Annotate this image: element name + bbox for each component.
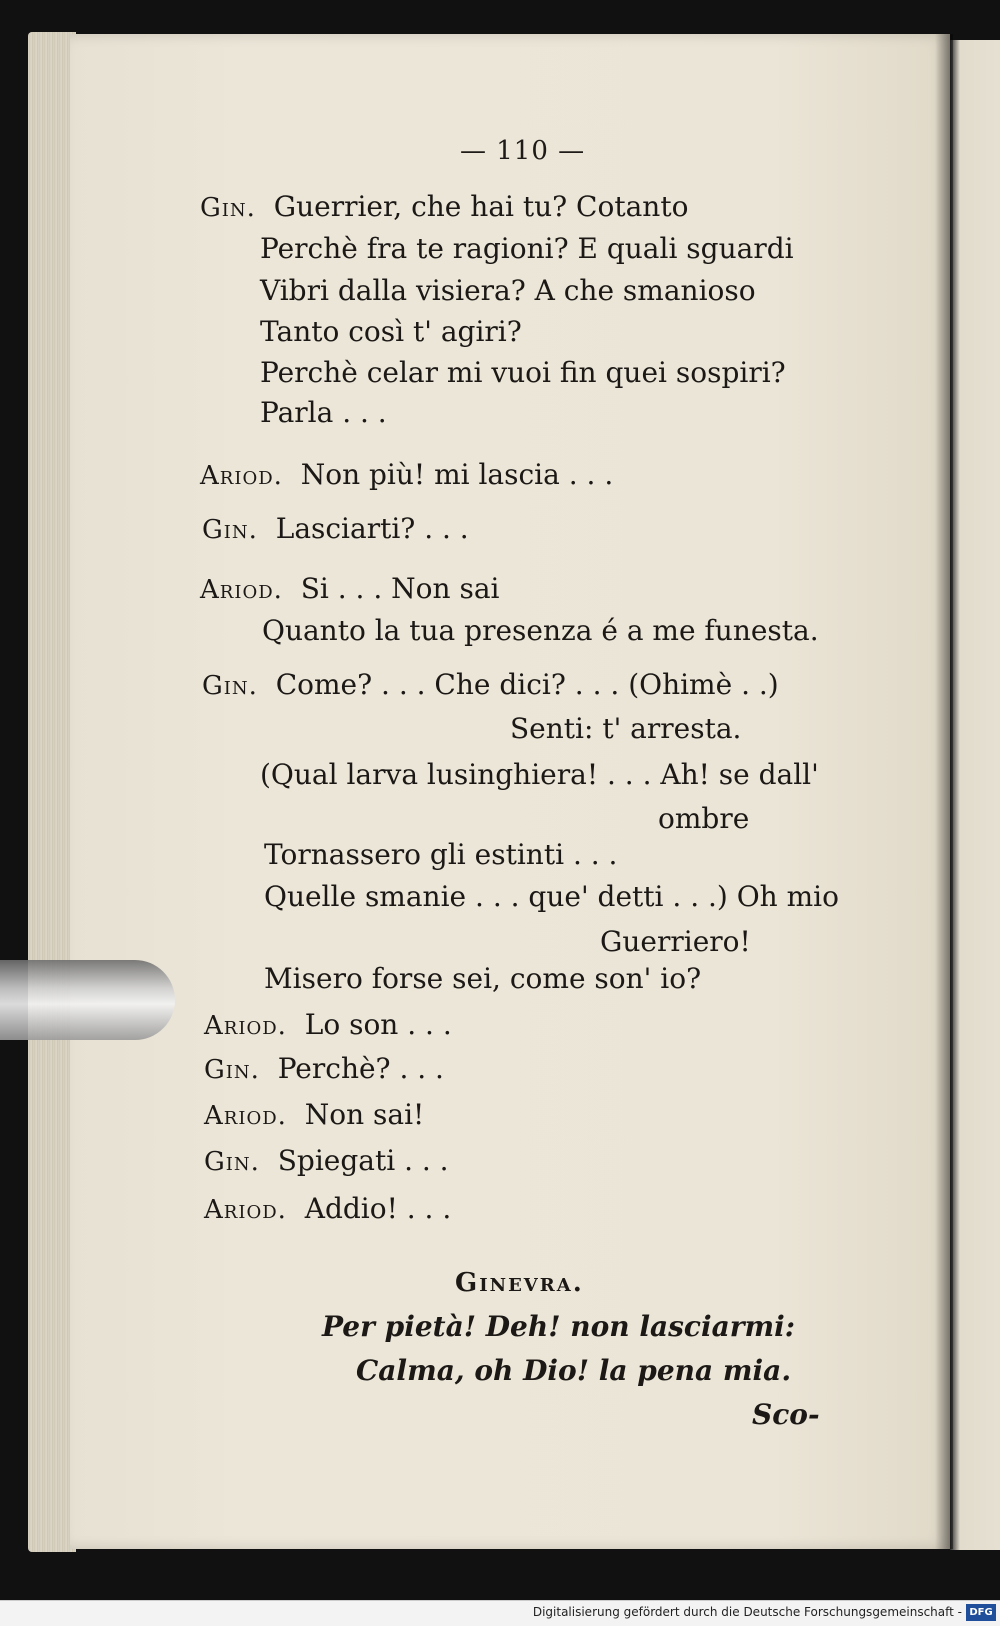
page-clip [0,960,175,1040]
line-text: Guerrier, che hai tu? Cotanto [273,190,689,223]
line-text: Lo son . . . [304,1008,452,1041]
line-5 [260,356,786,389]
facing-page-edge [950,40,1000,1550]
line-13 [260,758,819,791]
line-text: Quanto la tua presenza é a me funesta. [262,614,819,647]
speaker: Ariod. [200,461,283,491]
line-3 [260,274,756,307]
line-20 [204,1052,444,1085]
line-text: Tornassero gli estinti . . . [264,838,618,871]
line-text: Si . . . Non sai [300,572,500,605]
speaker: Gin. [202,671,258,701]
line-text: Non più! mi lascia . . . [300,458,614,491]
line-16 [264,880,839,913]
line-text: Perchè? . . . [277,1052,444,1085]
line-6 [260,396,387,429]
line-text: Misero forse sei, come son' io? [264,962,702,995]
speaker: Gin. [204,1147,260,1177]
aria-verse-2: Calma, oh Dio! la pena mia. [356,1354,792,1387]
line-text: Guerriero! [600,925,751,958]
line-text: Tanto così t' agiri? [260,315,522,348]
line-8 [202,512,469,545]
line-1 [200,190,688,223]
line-10 [262,614,819,647]
line-text: Quelle smanie . . . que' detti . . .) Oh mio [264,880,839,913]
line-9 [200,572,499,605]
line-text: (Qual larva lusinghiera! . . . Ah! se dall' [260,758,819,791]
speaker: Gin. [202,515,258,545]
line-4 [260,315,522,348]
line-2 [260,232,794,265]
page-number: — 110 — [460,136,586,166]
footer-credit: Digitalisierung gefördert durch die Deutsche Forschungsgemeinschaft - [532,1605,962,1619]
aria-verse-1: Per pietà! Deh! non lasciarmi: [322,1310,796,1343]
line-text: ombre [658,802,750,835]
line-text: Addio! . . . [304,1192,452,1225]
line-12 [510,712,741,745]
line-18 [264,962,701,995]
page-edges [28,32,76,1552]
spine-shadow [935,34,953,1549]
line-text: Perchè fra te ragioni? E quali sguardi [260,232,794,265]
line-19 [204,1008,452,1041]
line-text: Parla . . . [260,396,387,429]
line-text: Vibri dalla visiera? A che smanioso [260,274,756,307]
footer-bar [0,1600,1000,1626]
line-15 [264,838,617,871]
line-text: Spiegati . . . [277,1144,449,1177]
catchword: Sco- [752,1398,820,1431]
line-14 [658,802,749,835]
line-7 [200,458,613,491]
speaker: Ariod. [204,1011,287,1041]
aria-heading: Ginevra. [455,1268,584,1298]
speaker: Gin. [204,1055,260,1085]
speaker: Ariod. [200,575,283,605]
dfg-logo: DFG [966,1604,996,1621]
line-text: Perchè celar mi vuoi fin quei sospiri? [260,356,786,389]
line-11 [202,668,779,701]
speaker: Ariod. [204,1195,287,1225]
line-22 [204,1144,449,1177]
line-text: Lasciarti? . . . [275,512,469,545]
line-text: Come? . . . Che dici? . . . (Ohimè . .) [275,668,779,701]
line-17 [600,925,751,958]
line-text: Senti: t' arresta. [510,712,742,745]
speaker: Ariod. [204,1101,287,1131]
line-23 [204,1192,451,1225]
speaker: Gin. [200,193,256,223]
line-21 [204,1098,424,1131]
line-text: Non sai! [304,1098,425,1131]
